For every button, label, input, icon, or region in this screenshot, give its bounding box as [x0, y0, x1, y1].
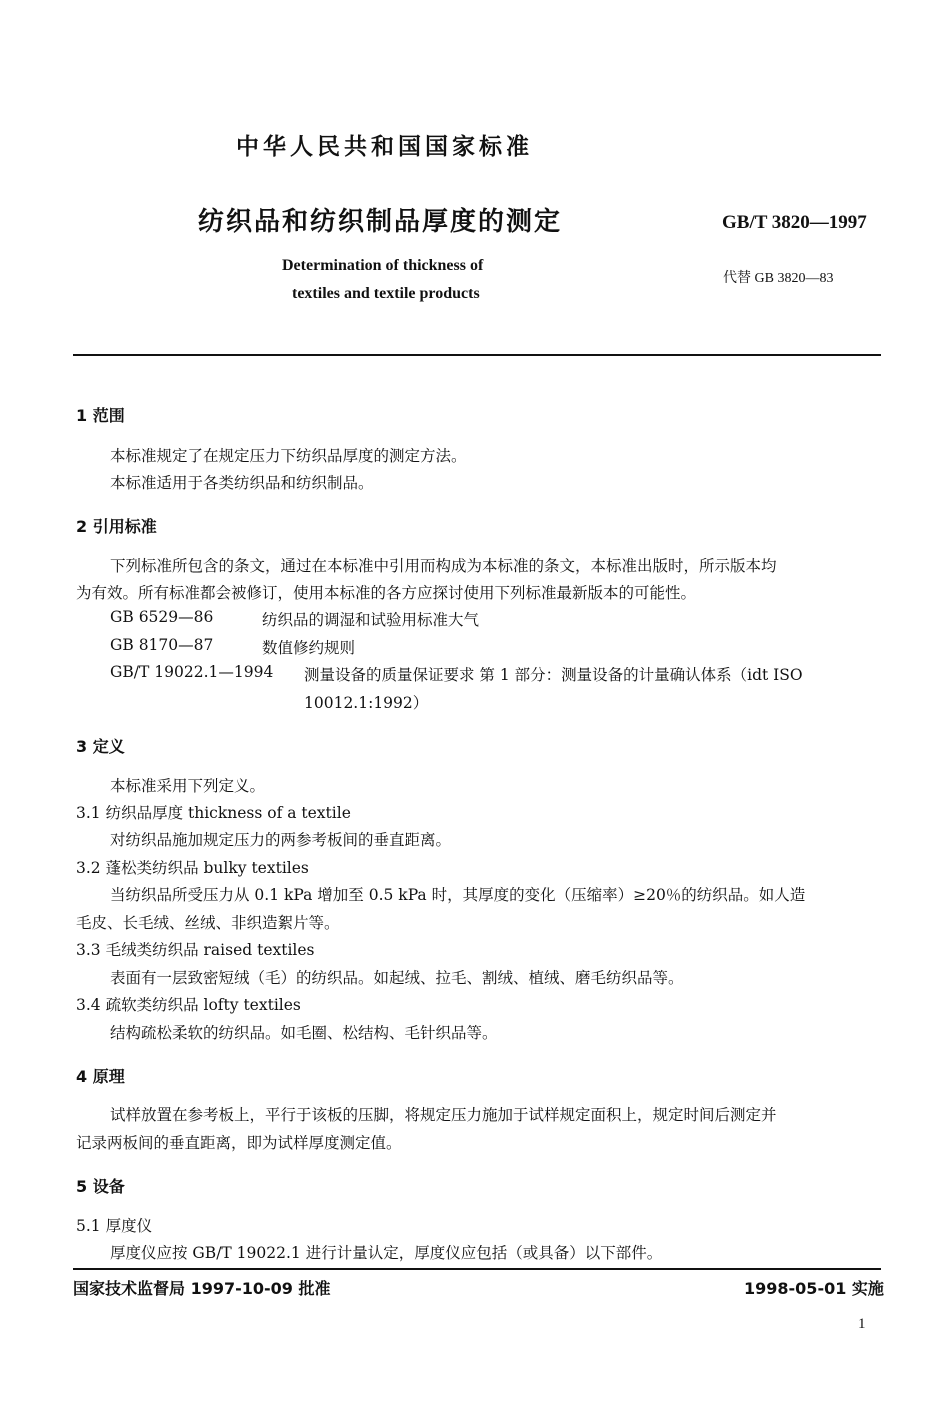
effective-date: 1998-05-01 实施	[744, 1279, 884, 1298]
section-3-intro: 本标准采用下列定义。	[110, 777, 266, 795]
section-3-heading: 3 定义	[76, 737, 125, 756]
ref-title: 测量设备的质量保证要求 第 1 部分：测量设备的计量确认体系（idt ISO	[304, 666, 803, 684]
section-1-heading: 1 范围	[76, 406, 125, 425]
ref-title-continuation: 10012.1:1992）	[304, 694, 429, 712]
section-4-para-line-2: 记录两板间的垂直距离，即为试样厚度测定值。	[76, 1134, 402, 1152]
section-2-para-line-1: 下列标准所包含的条文，通过在本标准中引用而构成为本标准的条文，本标准出版时，所示版本均	[110, 557, 777, 575]
document-title-en-line2: textiles and textile products	[292, 285, 480, 302]
section-4-para-line-1: 试样放置在参考板上，平行于该板的压脚，将规定压力施加于试样规定面积上，规定时间后测定并	[110, 1106, 777, 1124]
definition-3-4-term: 3.4 疏软类纺织品 lofty textiles	[76, 996, 301, 1014]
ref-title: 数值修约规则	[262, 639, 356, 657]
definition-3-4-text: 结构疏松柔软的纺织品。如毛圈、松结构、毛针织品等。	[110, 1024, 498, 1042]
subsection-5-1-heading: 5.1 厚度仪	[76, 1217, 153, 1235]
document-title-cn: 纺织品和纺织制品厚度的测定	[198, 207, 563, 237]
ref-title: 纺织品的调湿和试验用标准大气	[262, 611, 480, 629]
ref-code: GB/T 19022.1—1994	[110, 663, 274, 681]
definition-3-2-text-line-1: 当纺织品所受压力从 0.1 kPa 增加至 0.5 kPa 时，其厚度的变化（压缩率）≥20％的纺织品。如人造	[110, 886, 806, 904]
footer-divider	[73, 1268, 881, 1270]
definition-3-1-text: 对纺织品施加规定压力的两参考板间的垂直距离。	[110, 831, 452, 849]
section-5-1-para: 厚度仪应按 GB/T 19022.1 进行计量认定，厚度仪应包括（或具备）以下部件。	[110, 1244, 663, 1262]
definition-3-2-term: 3.2 蓬松类纺织品 bulky textiles	[76, 859, 309, 877]
definition-3-3-term: 3.3 毛绒类纺织品 raised textiles	[76, 941, 315, 959]
section-4-heading: 4 原理	[76, 1067, 125, 1086]
section-1-para-1: 本标准规定了在规定压力下纺织品厚度的测定方法。	[110, 447, 467, 465]
section-2-para-line-2: 为有效。所有标准都会被修订，使用本标准的各方应探讨使用下列标准最新版本的可能性。	[76, 584, 697, 602]
ref-code: GB 6529—86	[110, 608, 214, 626]
approval-date: 国家技术监督局 1997-10-09 批准	[73, 1279, 331, 1298]
document-title-en-line1: Determination of thickness of	[282, 257, 484, 274]
header-divider	[73, 354, 881, 356]
national-standard-heading: 中华人民共和国国家标准	[236, 134, 533, 160]
standard-number: GB/T 3820—1997	[722, 212, 867, 233]
definition-3-3-text: 表面有一层致密短绒（毛）的纺织品。如起绒、拉毛、割绒、植绒、磨毛纺织品等。	[110, 969, 684, 987]
section-2-heading: 2 引用标准	[76, 517, 157, 536]
definition-3-2-text-line-2: 毛皮、长毛绒、丝绒、非织造絮片等。	[76, 914, 340, 932]
section-1-para-2: 本标准适用于各类纺织品和纺织制品。	[110, 474, 374, 492]
section-5-heading: 5 设备	[76, 1177, 125, 1196]
page-number: 1	[858, 1316, 866, 1332]
definition-3-1-term: 3.1 纺织品厚度 thickness of a textile	[76, 804, 351, 822]
ref-code: GB 8170—87	[110, 636, 214, 654]
replaces-standard: 代替 GB 3820—83	[723, 271, 834, 286]
